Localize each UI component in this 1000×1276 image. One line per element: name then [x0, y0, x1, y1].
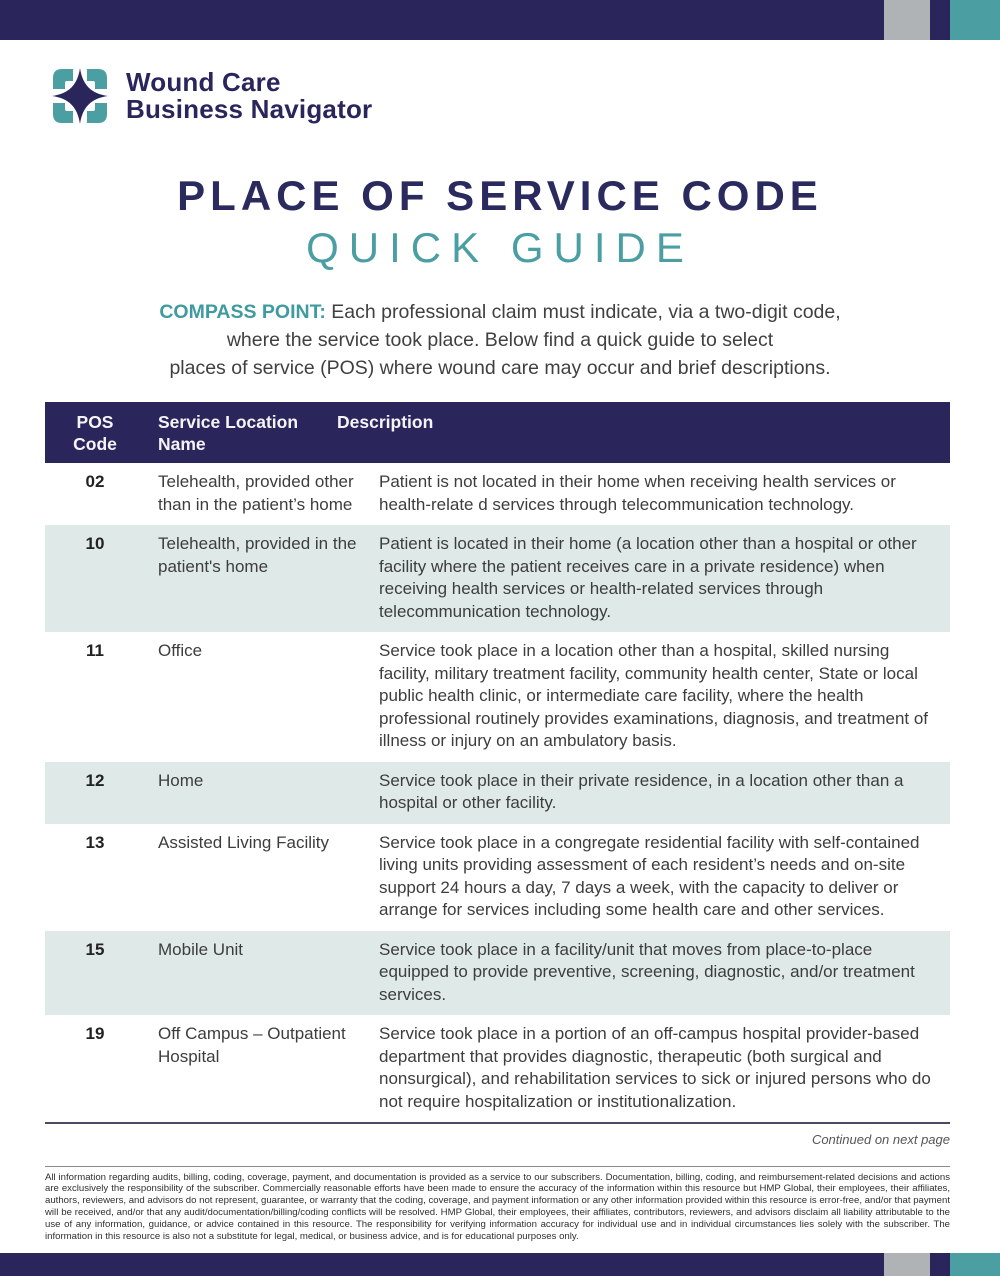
top-bar-navy-segment	[0, 0, 884, 40]
service-description: Service took place in a location other than a hospital, skilled nursing facility, military treatment facility, community health center, State or local public health clinic, or intermediate care facility, where the health professional routinely provides examinations, diagnosis, and treatment of illness or injury on an ambulatory basis.	[379, 641, 929, 750]
service-location-name: Assisted Living Facility	[158, 832, 330, 852]
pos-code: 02	[85, 472, 105, 491]
bottom-bar-navy-small-segment	[930, 1253, 950, 1276]
intro-line-2: where the service took place. Below find a quick guide to select	[226, 329, 774, 351]
service-location-name: Off Campus – Outpatient Hospital	[158, 1024, 346, 1066]
page-title-sub: QUICK GUIDE	[306, 224, 694, 271]
brand-logo	[48, 64, 1000, 128]
header-pos-code: POS Code	[73, 412, 117, 454]
bottom-bar-navy-segment	[0, 1253, 884, 1276]
service-description: Patient is not located in their home when receiving health services or health-relate d services through telecommunication technology.	[379, 472, 896, 514]
brand-name	[126, 66, 373, 124]
service-description: Service took place in a congregate residential facility with self-contained living units providing assessment of each resident’s needs and on-site support 24 hours a day, 7 days a week, with the capacity to deliver or arrange for services including some health care and other services.	[379, 832, 920, 919]
compass-logo-icon	[48, 64, 112, 128]
disclaimer-text: All information regarding audits, billing, coding, coverage, payment, and documentation is provided as a service to our subscribers. Documentation, billing, coding, and reimbursement-related decisions and actions are exclusively the responsibility of the subscriber. Commercially reasonable efforts have been made to ensure the accuracy of the information within this resource but HMP Global, their employees, their affiliates, authors, reviewers, and advisors do not represent, guarantee, or warranty that the coding, coverage, and payment information or any other information provided within this resource is error-free, and/or that payment will be received, and/or that any audit/documentation/billing/coding conflicts will be resolved. HMP Global, their employees, their affiliates, contributors, reviewers, and advisors disclaim all liability attributable to the use of any information, guidance, or advice contained in this resource. The responsibility for verifying information accuracy for individual use and in individual circumstances lies solely with the subscriber. The information in this resource is also not a substitute for legal, medical, or business advice, and is for educational purposes only.	[45, 1171, 950, 1243]
compass-point-label: COMPASS POINT:	[159, 301, 326, 323]
table-row-15	[45, 931, 950, 1016]
top-bar-gray-segment	[884, 0, 930, 40]
bottom-bar-teal-segment	[950, 1253, 1000, 1276]
brand-name-line1: Wound Care	[126, 66, 281, 97]
service-description: Service took place in their private residence, in a location other than a hospital or other facility.	[379, 770, 904, 812]
continued-note: Continued on next page	[811, 1132, 950, 1147]
pos-code: 13	[85, 832, 105, 852]
table-row-12	[45, 762, 950, 824]
table-row-13	[45, 824, 950, 931]
top-accent-bar	[0, 0, 1000, 40]
page-title	[0, 172, 1000, 272]
service-description: Service took place in a facility/unit that moves from place-to-place equipped to provide preventive, screening, diagnostic, and/or treatment services.	[379, 939, 915, 1004]
header-description: Description	[337, 412, 434, 432]
table-row-19	[45, 1015, 950, 1122]
service-location-name: Telehealth, provided in the patient's home	[158, 534, 357, 576]
table-header-row	[45, 402, 950, 463]
pos-code: 19	[85, 1024, 105, 1043]
intro-line-3: places of service (POS) where wound care may occur and brief descriptions.	[169, 357, 831, 379]
table-row-02	[45, 463, 950, 525]
table-row-10	[45, 525, 950, 632]
table-body	[45, 463, 950, 1124]
service-location-name: Office	[158, 641, 203, 660]
pos-code: 11	[86, 641, 104, 660]
table-row-11	[45, 632, 950, 762]
intro-line-1	[70, 298, 930, 326]
pos-code: 15	[85, 939, 105, 959]
bottom-bar-gray-segment	[884, 1253, 930, 1276]
pos-code: 10	[85, 534, 105, 553]
service-location-name: Telehealth, provided other than in the patient’s home	[158, 472, 354, 514]
top-bar-teal-segment	[950, 0, 1000, 40]
footer	[45, 1166, 950, 1243]
service-description: Service took place in a portion of an off-campus hospital provider-based department that provides diagnostic, therapeutic (both surgical and nonsurgical), and rehabilitation services to sick or injured persons who do not require hospitalization or institutionalization.	[379, 1024, 931, 1111]
pos-code: 12	[85, 770, 105, 790]
top-bar-navy-small-segment	[930, 0, 950, 40]
service-description: Patient is located in their home (a location other than a hospital or other facility where the patient receives care in a private residence) when receiving health services or health-related services through telecommunication technology.	[379, 534, 917, 621]
brand-name-line2: Business Navigator	[126, 94, 373, 124]
service-location-name: Mobile Unit	[158, 939, 244, 959]
bottom-accent-bar	[0, 1253, 1000, 1276]
service-location-name: Home	[158, 770, 204, 790]
footer-divider	[45, 1166, 950, 1167]
intro-paragraph	[70, 298, 930, 382]
pos-code-table	[45, 402, 950, 1124]
page-title-main: PLACE OF SERVICE CODE	[177, 172, 823, 219]
header-service-location-name: Service Location Name	[158, 412, 299, 454]
intro-line-1-text: Each professional claim must indicate, via a two-digit code,	[325, 301, 841, 323]
